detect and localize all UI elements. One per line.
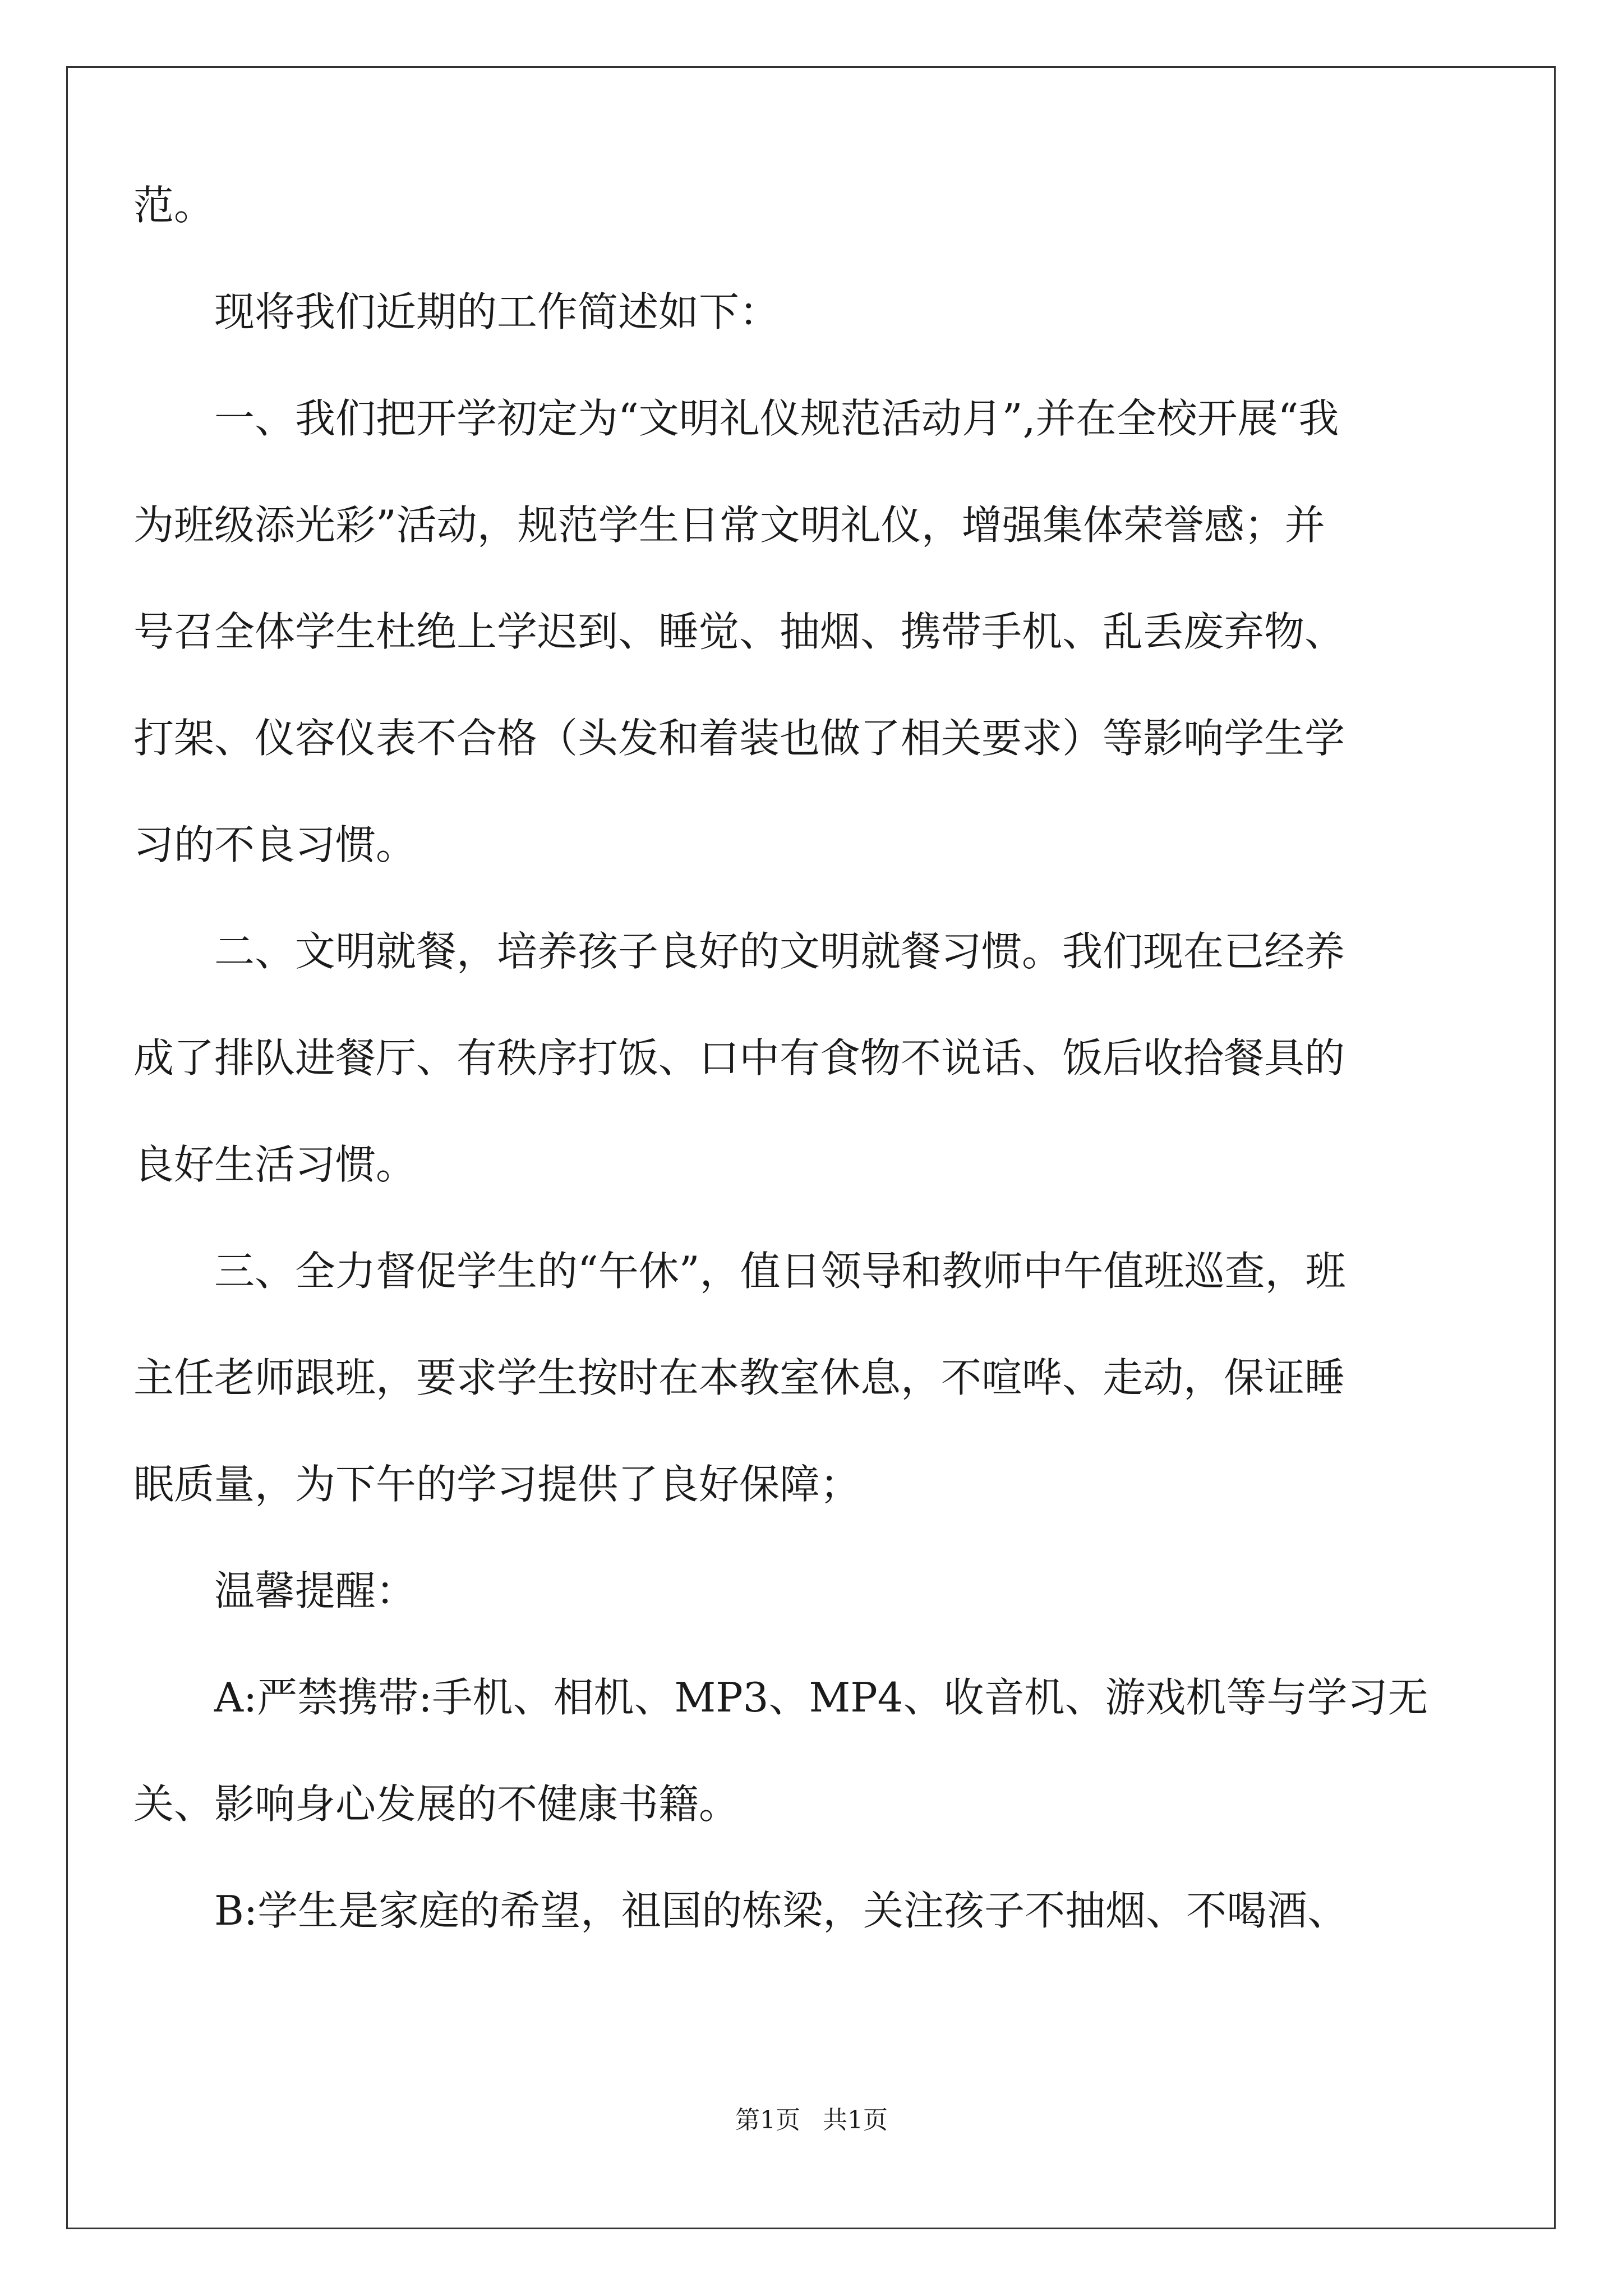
text-line: 二、文明就餐，培养孩子良好的文明就餐习惯。我们现在已经养 — [133, 928, 1345, 975]
text-line: 关、影响身心发展的不健康书籍。 — [133, 1780, 740, 1828]
page-number-total: 共1页 — [823, 2106, 888, 2134]
text-line: 三、全力督促学生的“午休”，值日领导和教师中午值班巡查，班 — [133, 1248, 1346, 1295]
text-line: 号召全体学生杜绝上学迟到、睡觉、抽烟、携带手机、乱丢废弃物、 — [133, 608, 1345, 655]
page-footer — [0, 2105, 1623, 2136]
text-line: A:严禁携带:手机、相机、MP3、MP4、收音机、游戏机等与学习无 — [133, 1674, 1428, 1721]
text-line: 范。 — [133, 182, 215, 229]
text-line: 良好生活习惯。 — [133, 1141, 417, 1188]
text-line: 一、我们把开学初定为“文明礼仪规范活动月”,并在全校开展“我 — [133, 395, 1339, 442]
text-line: 温馨提醒： — [133, 1567, 417, 1614]
text-line: 主任老师跟班，要求学生按时在本教室休息，不喧哗、走动，保证睡 — [133, 1354, 1345, 1401]
document-body — [133, 178, 1432, 1990]
page-number-current: 第1页 — [735, 2106, 800, 2134]
text-line: 眠质量，为下午的学习提供了良好保障； — [133, 1461, 861, 1508]
text-line: B:学生是家庭的希望，祖国的栋梁，关注孩子不抽烟、不喝酒、 — [133, 1887, 1348, 1934]
text-line: 打架、仪容仪表不合格（头发和着装也做了相关要求）等影响学生学 — [133, 715, 1345, 762]
text-line: 成了排队进餐厅、有秩序打饭、口中有食物不说话、饭后收拾餐具的 — [133, 1034, 1345, 1082]
text-line: 习的不良习惯。 — [133, 821, 417, 868]
text-line: 为班级添光彩”活动，规范学生日常文明礼仪，增强集体荣誉感；并 — [133, 501, 1325, 549]
text-line: 现将我们近期的工作简述如下： — [133, 288, 780, 335]
